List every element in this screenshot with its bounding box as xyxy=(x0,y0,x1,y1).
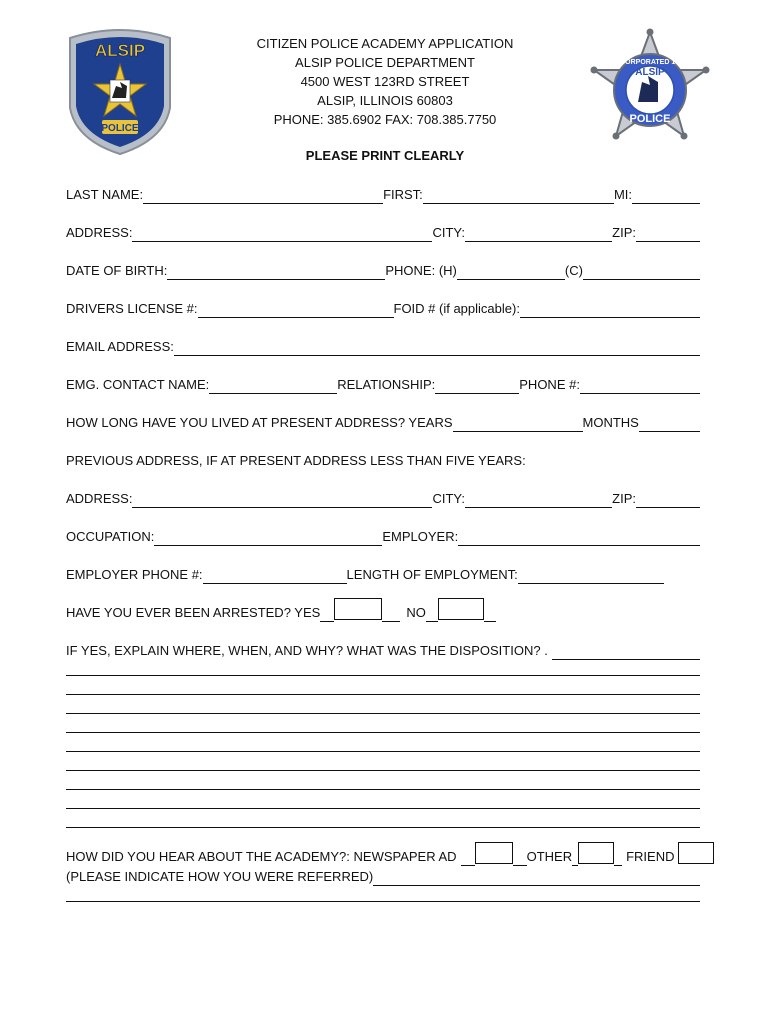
explain-row xyxy=(66,640,700,660)
zip-label: ZIP: xyxy=(612,225,636,240)
friend-label: FRIEND xyxy=(626,849,675,864)
other-label: OTHER xyxy=(526,849,573,864)
newspaper-ad-checkbox[interactable] xyxy=(475,842,513,864)
department-city-state: ALSIP, ILLINOIS 60803 xyxy=(317,93,453,108)
friend-checkbox[interactable] xyxy=(678,842,714,864)
print-clearly-note: PLEASE PRINT CLEARLY xyxy=(305,148,465,163)
department-phone-fax: PHONE: 385.6902 FAX: 708.385.7750 xyxy=(273,112,497,127)
occupation-row xyxy=(66,526,700,546)
department-street: 4500 WEST 123RD STREET xyxy=(300,74,470,89)
email-row xyxy=(66,336,700,356)
previous-address-row xyxy=(66,488,700,508)
drivers-license-field[interactable] xyxy=(198,302,394,318)
foid-field[interactable] xyxy=(520,302,700,318)
dob-label: DATE OF BIRTH: xyxy=(66,263,168,278)
patch-bottom-text: POLICE xyxy=(101,123,139,134)
referral-row xyxy=(66,846,700,866)
relationship-field[interactable] xyxy=(435,378,519,394)
last-name-field[interactable] xyxy=(143,188,383,204)
department-name: ALSIP POLICE DEPARTMENT xyxy=(295,55,475,70)
employer-phone-label: EMPLOYER PHONE #: xyxy=(66,567,203,582)
name-row xyxy=(66,184,700,204)
emg-phone-label: PHONE #: xyxy=(519,377,580,392)
last-name-label: LAST NAME: xyxy=(66,187,144,202)
employer-label: EMPLOYER: xyxy=(382,529,459,544)
occupation-label: OCCUPATION: xyxy=(66,529,155,544)
mi-label: MI: xyxy=(613,187,632,202)
emg-contact-label: EMG. CONTACT NAME: xyxy=(66,377,210,392)
mi-field[interactable] xyxy=(632,188,700,204)
indicate-referral-label: (PLEASE INDICATE HOW YOU WERE REFERRED) xyxy=(66,869,374,884)
address-label: ADDRESS: xyxy=(66,225,133,240)
residence-duration-row xyxy=(66,412,700,432)
other-checkbox[interactable] xyxy=(578,842,614,864)
email-label: EMAIL ADDRESS: xyxy=(66,339,174,354)
months-label: MONTHS xyxy=(582,415,639,430)
emg-phone-field[interactable] xyxy=(580,378,700,394)
explain-line-6[interactable] xyxy=(66,770,700,771)
length-employment-field[interactable] xyxy=(518,568,664,584)
referral-field[interactable] xyxy=(373,870,700,886)
years-field[interactable] xyxy=(453,416,583,432)
prev-address-field[interactable] xyxy=(132,492,432,508)
arrested-no-label: NO xyxy=(406,605,426,620)
explain-line-2[interactable] xyxy=(66,694,700,695)
explain-label: IF YES, EXPLAIN WHERE, WHEN, AND WHY? WHAT WAS THE DISPOSITION? . xyxy=(66,643,548,658)
explain-line-9[interactable] xyxy=(66,827,700,828)
referral-line-2[interactable] xyxy=(66,901,700,902)
patch-top-text: ALSIP xyxy=(94,41,146,60)
referral-indicate-row xyxy=(66,866,700,886)
explain-line-3[interactable] xyxy=(66,713,700,714)
explain-line-1[interactable] xyxy=(66,675,700,676)
dob-phone-row xyxy=(66,260,700,280)
badge-incorporated-text: INCORPORATED 1927 xyxy=(613,59,687,66)
explain-line-7[interactable] xyxy=(66,789,700,790)
explain-line-5[interactable] xyxy=(66,751,700,752)
prev-city-field[interactable] xyxy=(465,492,612,508)
arrested-row xyxy=(66,602,700,622)
emg-contact-field[interactable] xyxy=(209,378,337,394)
arrested-no-checkbox[interactable] xyxy=(438,598,484,620)
relationship-label: RELATIONSHIP: xyxy=(337,377,436,392)
phone-home-field[interactable] xyxy=(457,264,565,280)
foid-label: FOID # (if applicable): xyxy=(393,301,520,316)
city-field[interactable] xyxy=(465,226,612,242)
phone-home-label: PHONE: (H) xyxy=(385,263,457,278)
hear-about-label: HOW DID YOU HEAR ABOUT THE ACADEMY?: NEWSPAPER AD xyxy=(66,849,457,864)
phone-cell-label: (C) xyxy=(564,263,583,278)
arrested-yes-checkbox[interactable] xyxy=(334,598,382,620)
explain-field[interactable] xyxy=(552,644,700,660)
phone-cell-field[interactable] xyxy=(583,264,700,280)
prev-city-label: CITY: xyxy=(432,491,465,506)
license-row xyxy=(66,298,700,318)
employer-phone-field[interactable] xyxy=(203,568,347,584)
prev-address-label: ADDRESS: xyxy=(66,491,133,506)
explain-line-8[interactable] xyxy=(66,808,700,809)
address-field[interactable] xyxy=(132,226,432,242)
first-name-field[interactable] xyxy=(423,188,614,204)
email-field[interactable] xyxy=(174,340,700,356)
length-employment-label: LENGTH OF EMPLOYMENT: xyxy=(346,567,518,582)
first-name-label: FIRST: xyxy=(383,187,423,202)
arrested-label: HAVE YOU EVER BEEN ARRESTED? YES xyxy=(66,605,321,620)
badge-mid-text: ALSIP xyxy=(635,67,665,78)
city-label: CITY: xyxy=(432,225,465,240)
how-long-label: HOW LONG HAVE YOU LIVED AT PRESENT ADDRESS? YEARS xyxy=(66,415,453,430)
explain-line-4[interactable] xyxy=(66,732,700,733)
drivers-license-label: DRIVERS LICENSE #: xyxy=(66,301,198,316)
dob-field[interactable] xyxy=(167,264,385,280)
previous-address-note: PREVIOUS ADDRESS, IF AT PRESENT ADDRESS LESS THAN FIVE YEARS: xyxy=(66,453,526,468)
employer-field[interactable] xyxy=(458,530,700,546)
zip-field[interactable] xyxy=(636,226,700,242)
occupation-field[interactable] xyxy=(154,530,382,546)
employer-phone-row xyxy=(66,564,700,584)
address-row xyxy=(66,222,700,242)
emergency-contact-row xyxy=(66,374,700,394)
previous-address-heading-row xyxy=(66,450,700,470)
prev-zip-label: ZIP: xyxy=(612,491,636,506)
form-title: CITIZEN POLICE ACADEMY APPLICATION xyxy=(256,36,514,51)
badge-bottom-text: POLICE xyxy=(629,113,671,125)
months-field[interactable] xyxy=(639,416,700,432)
prev-zip-field[interactable] xyxy=(636,492,700,508)
